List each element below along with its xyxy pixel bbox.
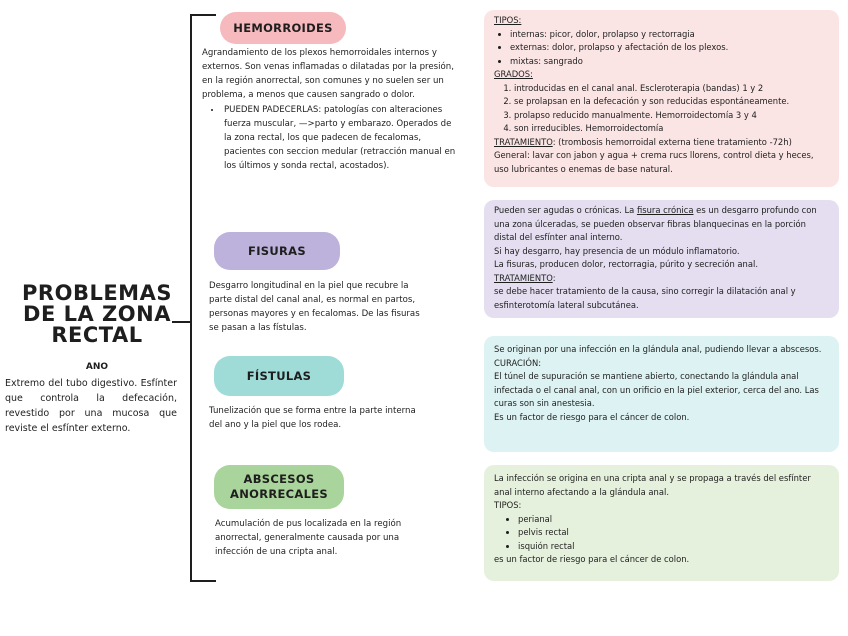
fisuras-p2: Si hay desgarro, hay presencia de un módulo inflamatorio.: [494, 245, 740, 256]
fisuras-card: [484, 200, 839, 318]
fistulas-p2: El túnel de supuración se mantiene abierto, conectando la glándula anal infectada o el canal anal, con un orificio en la piel exterior, cerca del ano. Las curas son sin anestesia.: [494, 371, 819, 408]
hemorroides-desc-text: Agrandamiento de los plexos hemorroidales internos y externos. Son venas inflamadas o dilatadas por la presión, en la región anorrectal, son comunes y no suelen ser un problema, a menos que causen sangrado o dolor.: [202, 48, 454, 100]
fistulas-p1: Se originan por una infección en la glándula anal, pudiendo llevar a abscesos.: [494, 344, 822, 354]
hemorroides-description: [202, 46, 458, 173]
grados-label: GRADOS:: [494, 69, 533, 79]
abscesos-tipos-list: [494, 513, 829, 554]
abscesos-p2: es un factor de riesgo para el cáncer de colon.: [494, 554, 690, 564]
tratamiento-text: : (trombosis hemorroidal externa tiene tratamiento -72h): [552, 136, 792, 147]
fisuras-tratamiento-text: se debe hacer tratamiento de la causa, sino corregir la dilatación anal y esfinterotomía lateral subcutánea.: [494, 286, 796, 310]
abscesos-pill: [214, 465, 344, 509]
grados-list: [494, 82, 829, 136]
abscesos-p1: La infección se origina en una cripta anal y se propaga a través del esfínter anal interno afectando a la glándula anal.: [494, 473, 811, 497]
tratamiento-line: [494, 136, 829, 150]
connector-line: [172, 321, 190, 323]
text-span: es un desgarro profundo con una zona úlceradas, se pueden observar fibras blanquecinas en la porción distal del esfínter anal interno.: [494, 205, 817, 242]
curacion-label: CURACIÓN:: [494, 357, 542, 368]
tratamiento-label: TRATAMIENTO: [494, 136, 553, 147]
tipos-list: [494, 28, 829, 69]
fistulas-description: Tunelización que se forma entre la parte interna del ano y la piel que los rodea.: [209, 406, 416, 430]
abscesos-tipos-label: TIPOS:: [494, 500, 522, 510]
general-text: General: lavar con jabon y agua + crema rucs llorens, control dieta y heces, uso lubricantes o enemas de base natural.: [494, 150, 814, 174]
list-item: 3. prolapso reducido manualmente. Hemorroidectomía 3 y 4: [514, 109, 829, 123]
fistulas-pill: FÍSTULAS: [214, 356, 344, 396]
fisuras-p3: La fisuras, producen dolor, rectorragia, púrito y secreción anal.: [494, 259, 758, 269]
abscesos-card: [484, 465, 839, 581]
list-item: • mixtas: sangrado: [510, 55, 829, 69]
abscesos-title-line1: ABSCESOS: [243, 472, 315, 486]
fistulas-card: [484, 336, 839, 452]
main-description: Extremo del tubo digestivo. Esfínter que controla la defecación, revestido por una mucosa que reviste el esfínter externo.: [5, 378, 177, 434]
abscesos-description: Acumulación de pus localizada en la región anorrectal, generalmente causada por una infección de una cripta anal.: [215, 519, 402, 557]
list-item: 4. son irreducibles. Hemorroidectomía: [514, 122, 829, 136]
colon: :: [552, 272, 556, 283]
hemorroides-card: [484, 10, 839, 187]
text-span: Pueden ser agudas o crónicas. La: [494, 205, 637, 215]
list-item: • pelvis rectal: [518, 526, 829, 540]
tratamiento-label: TRATAMIENTO: [494, 272, 553, 283]
fistulas-p3: Es un factor de riesgo para el cáncer de colon.: [494, 411, 690, 422]
hemorroides-pill: HEMORROIDES: [220, 12, 346, 44]
main-title: PROBLEMAS DE LA ZONA RECTAL: [22, 281, 172, 347]
abscesos-title-line2: ANORRECALES: [230, 487, 328, 501]
list-item: • perianal: [518, 513, 829, 527]
fisuras-p1: [494, 204, 829, 245]
fisuras-tratamiento-line: [494, 272, 829, 286]
main-subtitle: ANO: [85, 362, 109, 372]
list-item: • internas: picor, dolor, prolapso y rectorragia: [510, 28, 829, 42]
tipos-label: TIPOS:: [494, 15, 522, 25]
fisuras-description: Desgarro longitudinal en la piel que recubre la parte distal del canal anal, es normal en partos, personas mayores y en fecalomas. De las fisuras se pasan a las fístulas.: [209, 281, 420, 333]
list-item: • externas: dolor, prolapso y afectación de los plexos.: [510, 41, 829, 55]
fisuras-pill: FISURAS: [214, 232, 340, 270]
fisura-cronica-term: fisura crónica: [636, 205, 694, 215]
list-item: • isquión rectal: [518, 540, 829, 554]
list-item: 1. introducidas en el canal anal. Escleroterapia (bandas) 1 y 2: [514, 82, 829, 96]
hemorroides-bullet: • PUEDEN PADECERLAS: patologías con alteraciones fuerza muscular, —>parto y embarazo. Operados de la zona rectal, los que padecen de fecalomas, pacientes con seccion medular (retracción manual en los últimos y sonda rectal, acostados).: [222, 103, 458, 173]
list-item: 2. se prolapsan en la defecación y son reducidas espontáneamente.: [514, 95, 829, 109]
